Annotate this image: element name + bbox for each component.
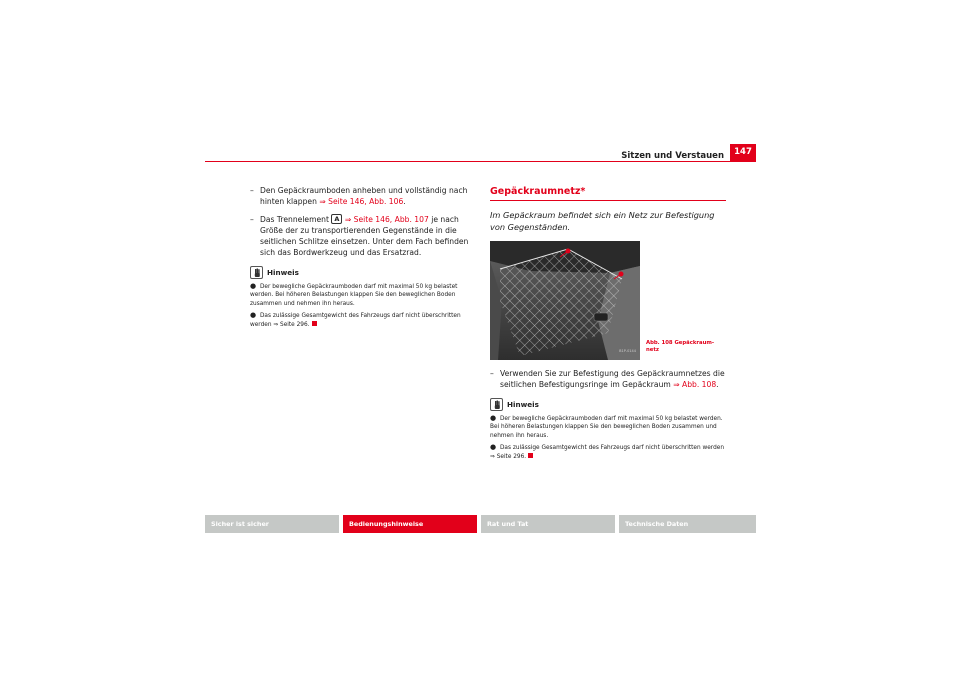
instruction-step bbox=[490, 368, 726, 390]
step-dash: – bbox=[490, 369, 494, 378]
figure-caption: Abb. 108 Gepäckraum-netz bbox=[646, 340, 715, 353]
reference-arrow: ⇒ bbox=[673, 380, 680, 389]
bullet: ● bbox=[250, 282, 257, 290]
step-tail: . bbox=[716, 380, 719, 389]
footer-tab-rat-und-tat[interactable]: Rat und Tat bbox=[481, 515, 615, 533]
step-text: Verwenden Sie zur Befestigung des Gepäckraumnetzes die seitlichen Befestigungsringe im Gepäckraum bbox=[500, 369, 725, 389]
note-title: Hinweis bbox=[267, 268, 299, 277]
section-intro: Im Gepäckraum befindet sich ein Netz zur Befestigung von Gegenständen. bbox=[490, 210, 715, 232]
footer-tab-bedienungshinweise[interactable]: Bedienungshinweise bbox=[343, 515, 477, 533]
note-item bbox=[490, 414, 726, 440]
step-text: je nach Größe der zu transportierenden Gegenstände in die seitlichen Schlitze einsetzen. Unter dem Fach befinden sich das Bordwerkzeug und das Ersatzrad. bbox=[260, 215, 469, 257]
note-item bbox=[490, 443, 726, 461]
instruction-step bbox=[250, 214, 478, 258]
cross-reference-link[interactable]: Seite 146, Abb. 106 bbox=[328, 197, 404, 206]
reference-arrow: ⇒ bbox=[319, 197, 326, 206]
header-rule bbox=[205, 161, 756, 162]
figure-code: B1P-0144 bbox=[619, 349, 636, 353]
note-item bbox=[250, 282, 478, 308]
cargo-net-illustration bbox=[490, 241, 640, 360]
left-column bbox=[250, 185, 478, 332]
bullet: ● bbox=[490, 443, 497, 452]
bullet: ● bbox=[250, 311, 257, 320]
note-hand-icon bbox=[250, 266, 263, 279]
note-text: Das zulässige Gesamtgewicht des Fahrzeugs darf nicht überschritten werden ⇒ Seite 296. bbox=[250, 313, 461, 328]
reference-arrow: ⇒ bbox=[344, 215, 352, 224]
section-end-marker bbox=[528, 453, 533, 458]
page-header-title: Sitzen und Verstauen bbox=[621, 151, 724, 161]
step-dash: – bbox=[250, 215, 254, 224]
step-tail: . bbox=[403, 197, 406, 206]
step-dash: – bbox=[250, 186, 254, 195]
step-text: Den Gepäckraumboden anheben und vollständig nach hinten klappen bbox=[260, 186, 468, 206]
note-header bbox=[250, 266, 478, 279]
right-column bbox=[490, 185, 726, 464]
note-item bbox=[250, 311, 478, 329]
cross-reference-link[interactable]: Abb. 108 bbox=[682, 380, 717, 389]
cross-reference-link[interactable]: Seite 146, Abb. 107 bbox=[353, 215, 429, 224]
note-text: Der bewegliche Gepäckraumboden darf mit maximal 50 kg belastet werden. Bei höheren Belastungen klappen Sie den beweglichen Boden zusammen und nehmen ihn heraus. bbox=[250, 284, 458, 307]
cargo-net-figure bbox=[490, 241, 640, 360]
section-title: Gepäckraumnetz* bbox=[490, 186, 586, 197]
section-rule bbox=[490, 200, 726, 201]
step-text: Das Trennelement bbox=[260, 215, 329, 224]
callout-badge: A bbox=[331, 214, 342, 224]
footer-tab-sicher-ist-sicher[interactable]: Sicher ist sicher bbox=[205, 515, 339, 533]
note-text: Das zulässige Gesamtgewicht des Fahrzeugs darf nicht überschritten werden ⇒ Seite 296. bbox=[490, 445, 724, 460]
note-title: Hinweis bbox=[507, 400, 539, 409]
note-text: Der bewegliche Gepäckraumboden darf mit maximal 50 kg belastet werden. Bei höheren Belastungen klappen Sie den beweglichen Boden zusammen und nehmen ihn heraus. bbox=[490, 416, 723, 439]
bullet: ● bbox=[490, 414, 497, 422]
footer-tab-technische-daten[interactable]: Technische Daten bbox=[619, 515, 756, 533]
note-header bbox=[490, 398, 726, 411]
instruction-step bbox=[250, 185, 478, 207]
note-box bbox=[250, 266, 478, 329]
note-box bbox=[490, 398, 726, 461]
note-hand-icon bbox=[490, 398, 503, 411]
section-end-marker bbox=[312, 321, 317, 326]
page-number: 147 bbox=[730, 144, 756, 161]
